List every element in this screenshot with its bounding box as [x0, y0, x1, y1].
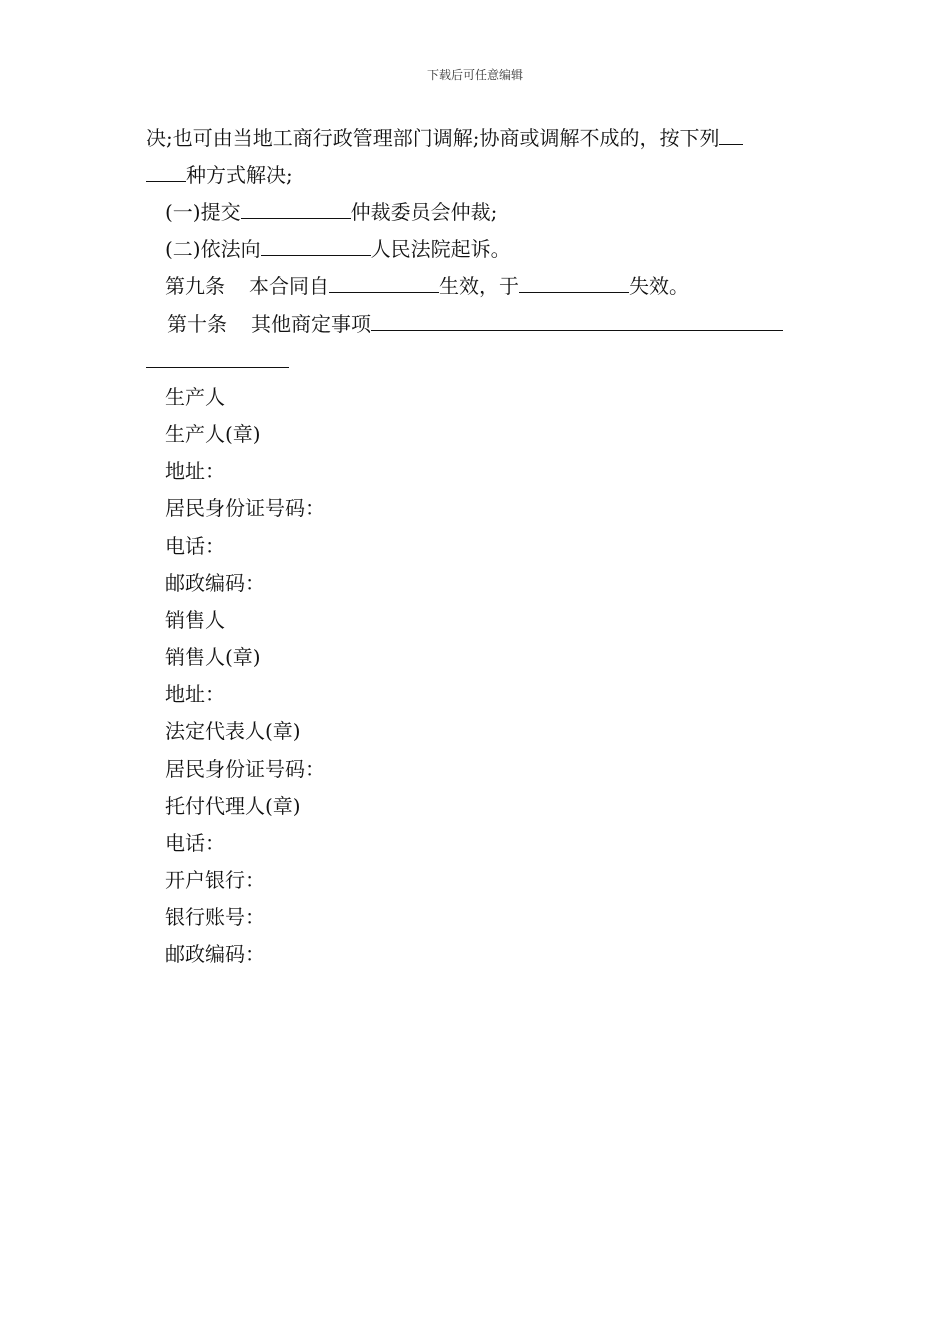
- blank-line: [719, 124, 743, 145]
- article-10-continuation: [146, 347, 289, 374]
- seller-id-number: 居民身份证号码：: [165, 757, 325, 781]
- option-2: [165, 235, 511, 262]
- option-text: (二)依法向: [165, 237, 261, 261]
- page-header: 下载后可任意编辑: [426, 68, 523, 82]
- seller-seal: 销售人(章): [165, 645, 261, 669]
- article-text: 失效。: [629, 274, 689, 298]
- producer-phone: 电话：: [165, 534, 225, 558]
- article-text: 其他商定事项: [251, 312, 371, 336]
- blank-line: [241, 198, 351, 219]
- blank-line: [329, 272, 439, 293]
- article-9: [165, 272, 689, 299]
- seller-bank: 开户银行：: [165, 868, 265, 892]
- seller-phone: 电话：: [165, 831, 225, 855]
- article-10: [167, 310, 783, 337]
- blank-line: [519, 272, 629, 293]
- article-text: 本合同自: [249, 274, 329, 298]
- clause-line-1: [146, 124, 743, 151]
- seller-title: 销售人: [165, 608, 225, 632]
- seller-agent: 托付代理人(章): [165, 794, 301, 818]
- clause-line-2: [146, 161, 293, 188]
- blank-line: [146, 161, 186, 182]
- clause-text: 决;也可由当地工商行政管理部门调解;协商或调解不成的，按下列: [146, 126, 720, 150]
- producer-title: 生产人: [165, 385, 225, 409]
- option-1: [165, 198, 497, 225]
- article-text: 生效，于: [439, 274, 519, 298]
- blank-line: [261, 235, 371, 256]
- producer-id-number: 居民身份证号码：: [165, 496, 325, 520]
- producer-address: 地址：: [165, 459, 225, 483]
- option-text: 仲裁委员会仲裁;: [350, 200, 498, 224]
- article-label: 第九条: [165, 274, 225, 298]
- option-text: 人民法院起诉。: [370, 237, 511, 261]
- producer-seal: 生产人(章): [165, 422, 261, 446]
- producer-postcode: 邮政编码：: [165, 571, 265, 595]
- seller-address: 地址：: [165, 682, 225, 706]
- option-text: (一)提交: [165, 200, 241, 224]
- seller-postcode: 邮政编码：: [165, 942, 265, 966]
- blank-line: [146, 347, 289, 368]
- seller-account: 银行账号：: [165, 905, 265, 929]
- clause-text: 种方式解决;: [186, 163, 293, 187]
- blank-line: [371, 310, 783, 331]
- article-label: 第十条: [167, 312, 227, 336]
- seller-legal-rep: 法定代表人(章): [165, 719, 301, 743]
